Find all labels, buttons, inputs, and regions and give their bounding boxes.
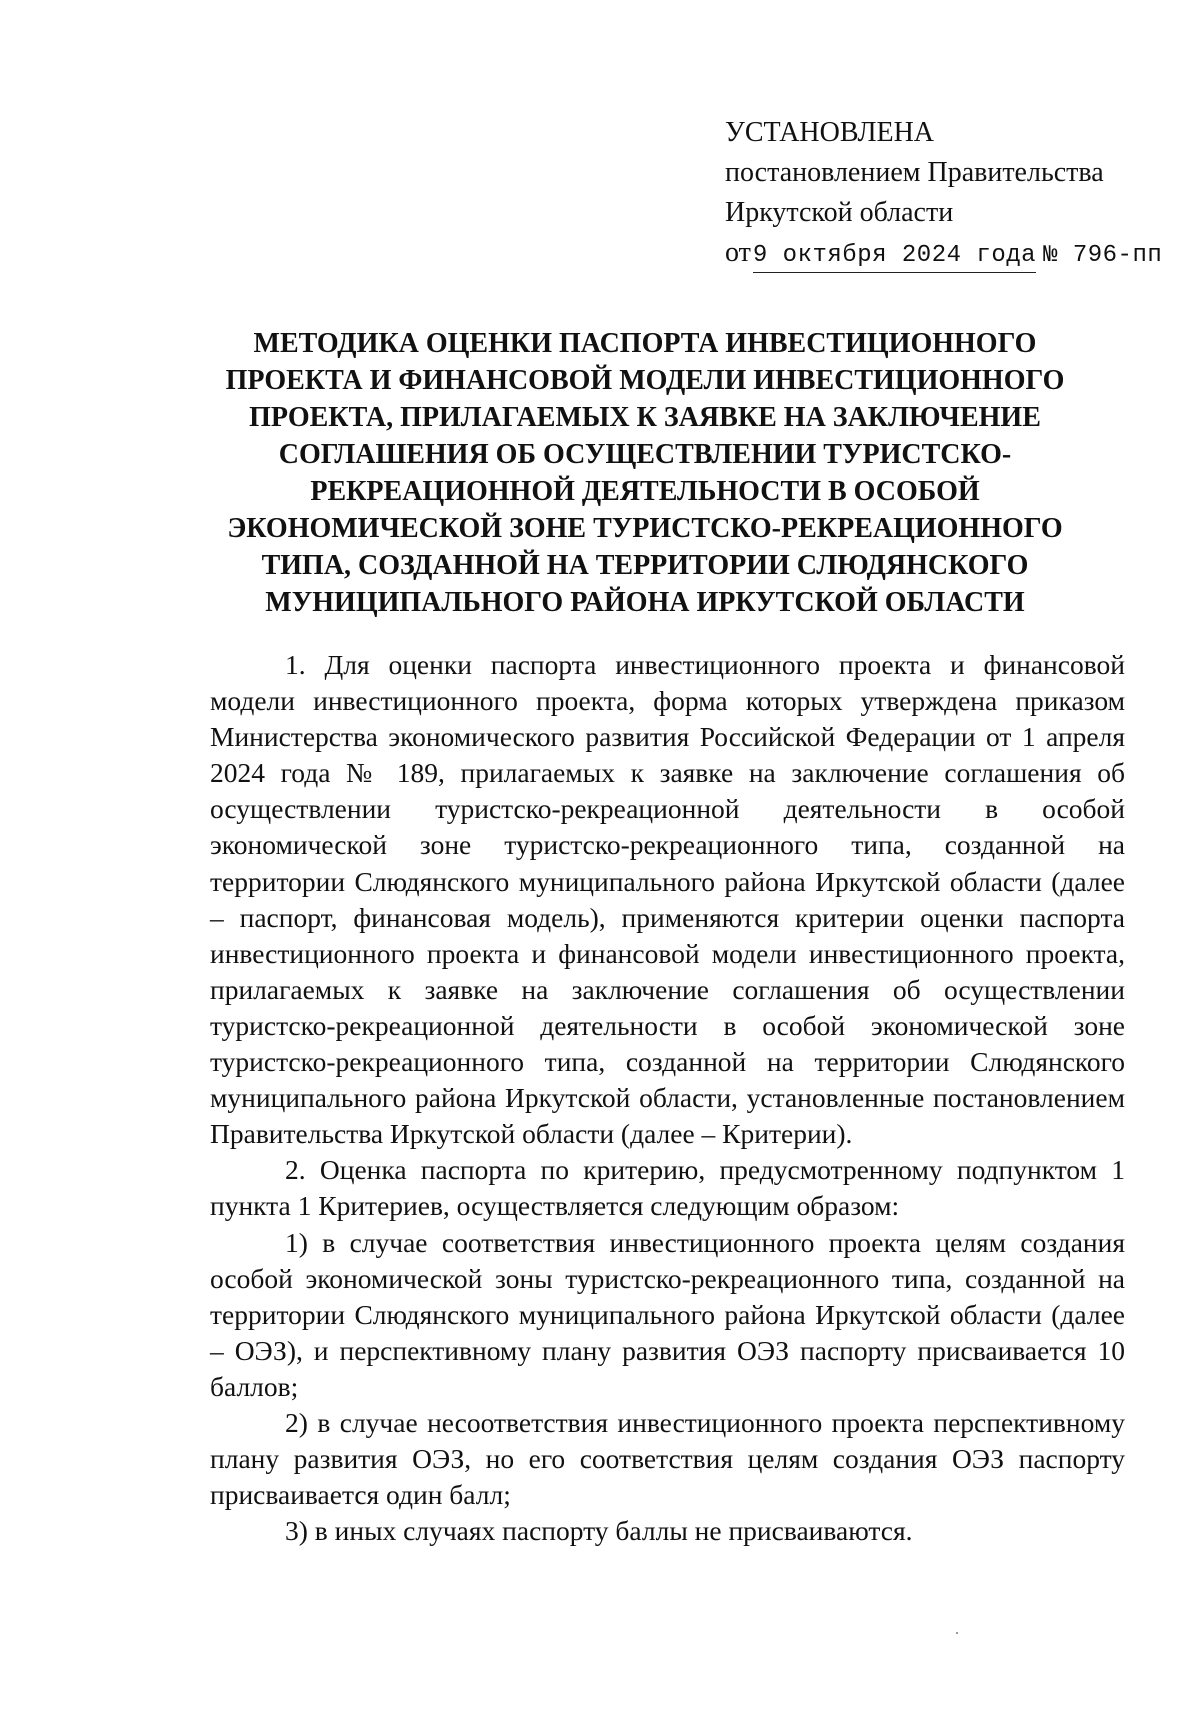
- title-line: МЕТОДИКА ОЦЕНКИ ПАСПОРТА ИНВЕСТИЦИОННОГО: [253, 328, 1037, 359]
- title-line: ПРОЕКТА И ФИНАНСОВОЙ МОДЕЛИ ИНВЕСТИЦИОННОГО: [225, 365, 1065, 396]
- approval-authority: постановлением Правительства: [725, 157, 1104, 188]
- scan-speck: [956, 1632, 958, 1634]
- approval-date-line: [725, 233, 1162, 276]
- title-line: ПРОЕКТА, ПРИЛАГАЕМЫХ К ЗАЯВКЕ НА ЗАКЛЮЧЕНИЕ: [249, 402, 1041, 433]
- title-line: РЕКРЕАЦИОННОЙ ДЕЯТЕЛЬНОСТИ В ОСОБОЙ: [310, 476, 980, 507]
- paragraph-1: 1. Для оценки паспорта инвестиционного проекта и финансовой модели инвестиционного проекта, форма которых утверждена приказом Министерства экономического развития Российской Федерации от 1 апреля 2024 года № 189, прилагаемых к заявке на заключение соглашения об осуществлении туристско-рекреационной деятельности в особой экономической зоне туристско-рекреационного типа, созданной на территории Слюдянского муниципального района Иркутской области (далее – паспорт, финансовая модель), применяются критерии оценки паспорта инвестиционного проекта и финансовой модели инвестиционного проекта, прилагаемых к заявке на заключение соглашения об осуществлении туристско-рекреационной деятельности в особой экономической зоне туристско-рекреационного типа, созданной на территории Слюдянского муниципального района Иркутской области, установленные постановлением Правительства Иркутской области (далее – Критерии).: [210, 649, 1125, 1150]
- title-line: ТИПА, СОЗДАННОЙ НА ТЕРРИТОРИИ СЛЮДЯНСКОГО: [261, 550, 1029, 581]
- approval-date-value: 9 октября 2024 года: [753, 243, 1036, 273]
- list-item-2: 2) в случае несоответствия инвестиционного проекта перспективному плану развития ОЭЗ, но его соответствия целям создания ОЭЗ паспорту присваивается один балл;: [210, 1406, 1125, 1511]
- approval-date-prefix: от: [725, 237, 751, 268]
- approval-region: Иркутской области: [725, 197, 954, 228]
- paragraph-2: 2. Оценка паспорта по критерию, предусмотренному подпунктом 1 пункта 1 Критериев, осуществляется следующим образом:: [210, 1154, 1125, 1222]
- title-line: СОГЛАШЕНИЯ ОБ ОСУЩЕСТВЛЕНИИ ТУРИСТСКО-: [278, 439, 1012, 470]
- approval-heading: УСТАНОВЛЕНА: [725, 117, 935, 148]
- list-item-3: 3) в иных случаях паспорту баллы не присваиваются.: [285, 1515, 913, 1547]
- approval-number: № 796-пп: [1043, 242, 1163, 269]
- document-body: [210, 647, 1125, 1549]
- approval-block: [725, 113, 1162, 276]
- document-title: [190, 325, 1100, 621]
- title-line: МУНИЦИПАЛЬНОГО РАЙОНА ИРКУТСКОЙ ОБЛАСТИ: [265, 587, 1025, 618]
- list-item-1: 1) в случае соответствия инвестиционного проекта целям создания особой экономической зоны туристско-рекреационного типа, созданной на территории Слюдянского муниципального района Иркутской области (далее – ОЭЗ), и перспективному плану развития ОЭЗ паспорту присваивается 10 баллов;: [210, 1226, 1125, 1402]
- title-line: ЭКОНОМИЧЕСКОЙ ЗОНЕ ТУРИСТСКО-РЕКРЕАЦИОННОГО: [227, 513, 1063, 544]
